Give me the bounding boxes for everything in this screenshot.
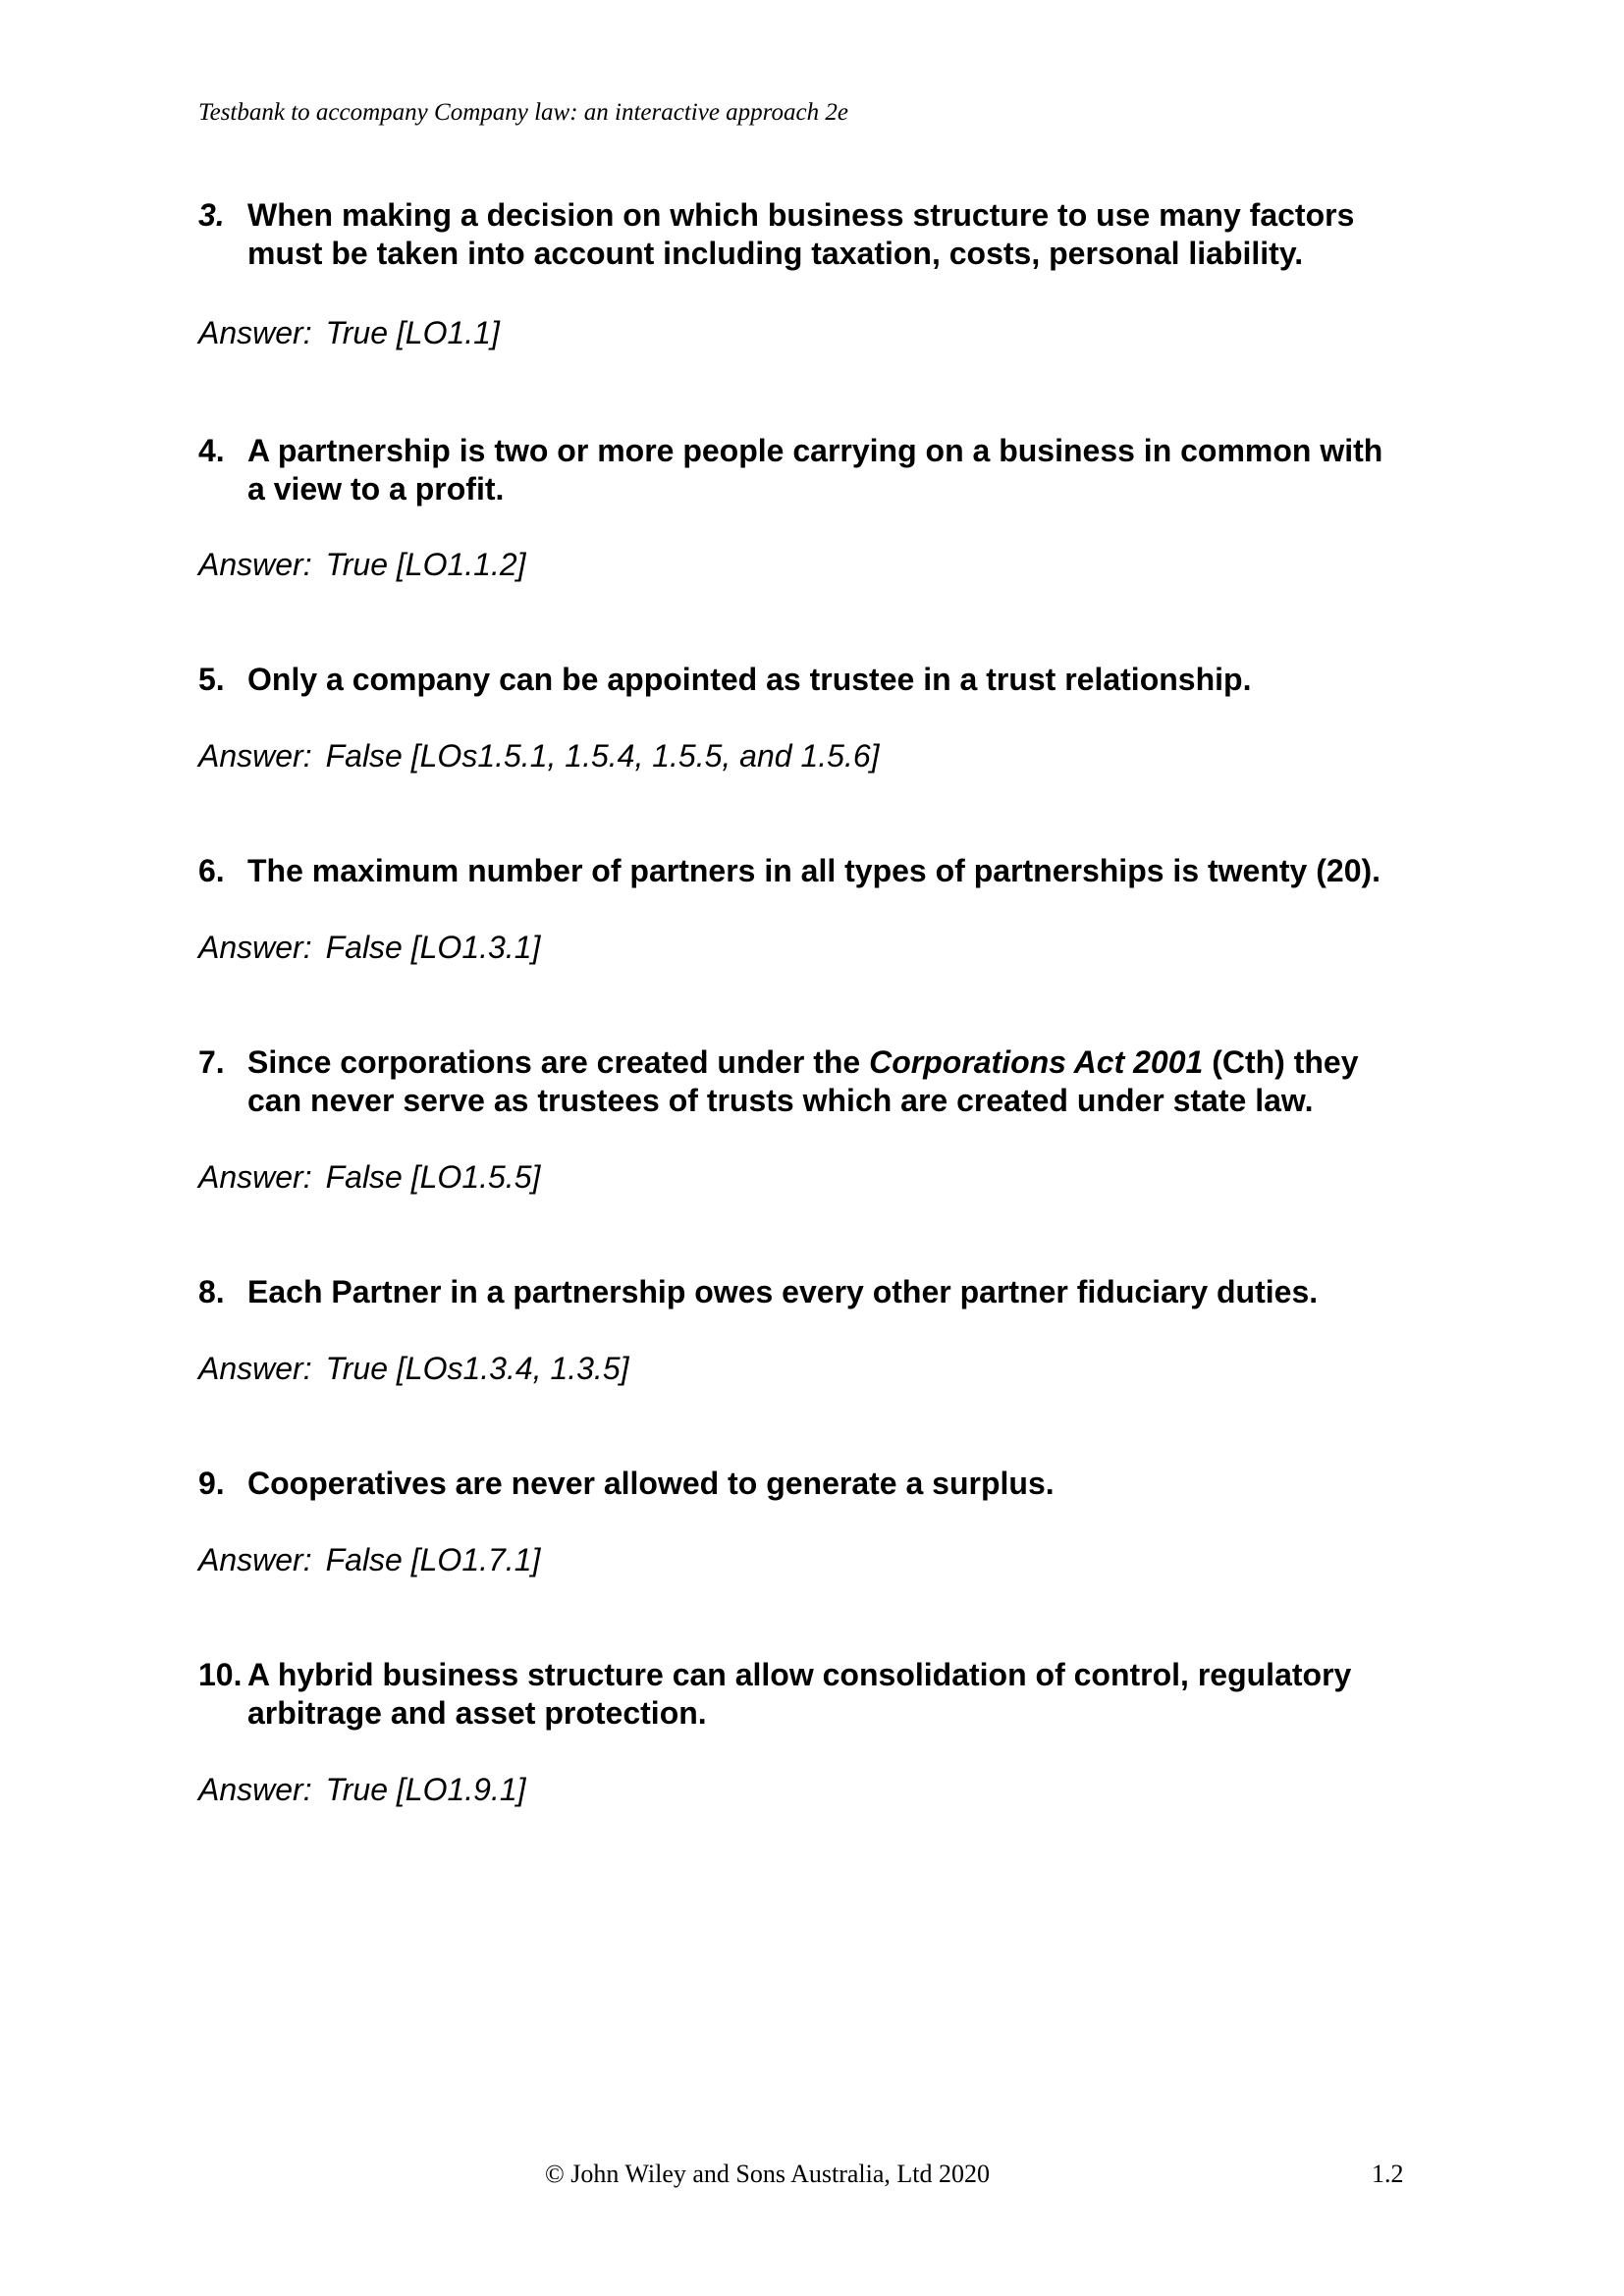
answer-8 xyxy=(198,1350,629,1388)
answer-7 xyxy=(198,1158,540,1197)
question-number: 5. xyxy=(198,662,225,697)
question-3 xyxy=(198,196,1475,273)
answer-value: True [LOs1.3.4, 1.3.5] xyxy=(325,1351,629,1386)
question-9 xyxy=(198,1465,1475,1503)
question-8 xyxy=(198,1273,1475,1311)
answer-label: Answer: xyxy=(198,315,312,350)
answer-value: True [LO1.1] xyxy=(325,315,500,350)
question-text-line: can never serve as trustees of trusts which are created under state law. xyxy=(247,1083,1314,1118)
question-text-line: When making a decision on which business structure to use many factors xyxy=(247,197,1355,233)
answer-value: False [LO1.3.1] xyxy=(325,930,541,965)
answer-label: Answer: xyxy=(198,1772,312,1807)
answer-5 xyxy=(198,737,880,775)
question-7 xyxy=(198,1043,1475,1120)
question-text-part: (Cth) they xyxy=(1203,1044,1359,1080)
footer-copyright: © John Wiley and Sons Australia, Ltd 2020 xyxy=(545,2160,990,2188)
answer-value: False [LO1.7.1] xyxy=(325,1542,541,1577)
answer-label: Answer: xyxy=(198,547,312,582)
running-header: Testbank to accompany Company law: an interactive approach 2e xyxy=(198,99,848,126)
question-number: 7. xyxy=(198,1044,225,1080)
question-text-line: A hybrid business structure can allow consolidation of control, regulatory xyxy=(247,1657,1352,1692)
answer-10 xyxy=(198,1771,526,1809)
question-number: 6. xyxy=(198,853,225,888)
answer-label: Answer: xyxy=(198,1351,312,1386)
question-text-line: must be taken into account including taxation, costs, personal liability. xyxy=(247,236,1304,271)
question-text-line: The maximum number of partners in all types of partnerships is twenty (20). xyxy=(247,853,1381,888)
answer-value: False [LO1.5.5] xyxy=(325,1159,541,1195)
answer-6 xyxy=(198,929,540,967)
answer-value: True [LO1.1.2] xyxy=(325,547,526,582)
question-5 xyxy=(198,661,1475,699)
answer-value: True [LO1.9.1] xyxy=(325,1772,526,1807)
answer-label: Answer: xyxy=(198,738,312,774)
answer-value: False [LOs1.5.1, 1.5.4, 1.5.5, and 1.5.6] xyxy=(325,738,880,774)
question-text-line xyxy=(247,1043,1475,1082)
answer-label: Answer: xyxy=(198,1159,312,1195)
question-text-line: a view to a profit. xyxy=(247,471,505,507)
question-text-line: Each Partner in a partnership owes every other partner fiduciary duties. xyxy=(247,1274,1319,1309)
page-number: 1.2 xyxy=(1372,2160,1404,2188)
question-6 xyxy=(198,852,1475,890)
question-number: 4. xyxy=(198,433,225,468)
question-text-line: Only a company can be appointed as trustee in a trust relationship. xyxy=(247,662,1252,697)
question-text-line: A partnership is two or more people carrying on a business in common with xyxy=(247,433,1383,468)
answer-3 xyxy=(198,314,500,352)
act-title: Corporations Act 2001 xyxy=(869,1044,1204,1080)
question-text-line: Cooperatives are never allowed to generate a surplus. xyxy=(247,1466,1055,1501)
answer-label: Answer: xyxy=(198,930,312,965)
question-number: 9. xyxy=(198,1466,225,1501)
answer-label: Answer: xyxy=(198,1542,312,1577)
answer-4 xyxy=(198,546,526,584)
question-number: 8. xyxy=(198,1274,225,1309)
question-text-line: arbitrage and asset protection. xyxy=(247,1695,707,1731)
question-number: 3. xyxy=(198,197,225,233)
question-4 xyxy=(198,432,1475,508)
answer-9 xyxy=(198,1541,540,1579)
question-10 xyxy=(198,1656,1475,1733)
question-number: 10. xyxy=(198,1657,243,1692)
question-text-part: Since corporations are created under the xyxy=(247,1044,870,1080)
